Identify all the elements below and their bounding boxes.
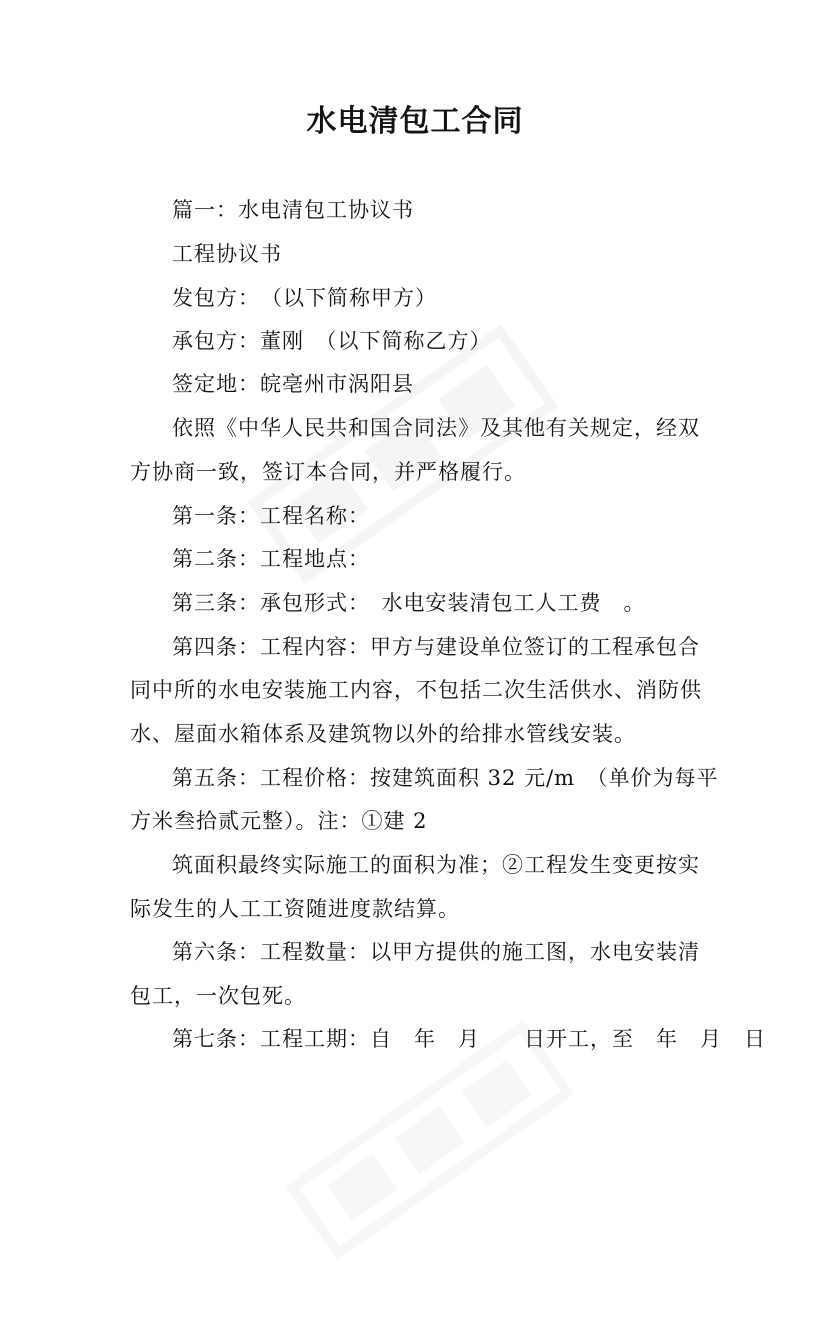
paragraph-line: 包工，一次包死。 [130,984,306,1008]
paragraph-line: 第三条：承包形式： 水电安装清包工人工费 。 [172,591,646,615]
paragraph-line: 第一条：工程名称： [172,504,370,528]
paragraph-line: 水、屋面水箱体系及建筑物以外的给排水管线安装。 [130,722,636,746]
paragraph-line: 第七条：工程工期：自 年 月 日开工，至 年 月 日 [172,1027,766,1051]
paragraph-line: 第五条：工程价格：按建筑面积 32 元/m （单价为每平 [172,766,719,790]
paragraph-line: 同中所的水电安装施工内容，不包括二次生活供水、消防供 [130,678,702,702]
paragraph-line: 方协商一致，签订本合同，并严格履行。 [130,460,526,484]
paragraph-line: 承包方：董刚 （以下简称乙方） [172,329,492,353]
paragraph-line: 篇一：水电清包工协议书 [172,198,414,222]
watermark-logo-bottom [233,961,626,1319]
paragraph-line: 际发生的人工工资随进度款结算。 [130,897,460,921]
paragraph-line: 依照《中华人民共和国合同法》及其他有关规定，经双 [172,416,700,440]
paragraph-line: 工程协议书 [172,242,282,266]
paragraph-line: 第四条：工程内容：甲方与建设单位签订的工程承包合 [172,635,700,659]
paragraph-line: 第六条：工程数量：以甲方提供的施工图，水电安装清 [172,940,700,964]
paragraph-line: 发包方： （以下简称甲方） [172,286,437,310]
page-title: 水电清包工合同 [306,104,524,139]
paragraph-line: 方米叁拾贰元整）。注：①建 2 [130,809,428,833]
paragraph-line: 第二条：工程地点： [172,547,370,571]
paragraph-line: 签定地：皖亳州市涡阳县 [172,372,414,396]
paragraph-line: 筑面积最终实际施工的面积为准；②工程发生变更按实 [172,853,700,877]
